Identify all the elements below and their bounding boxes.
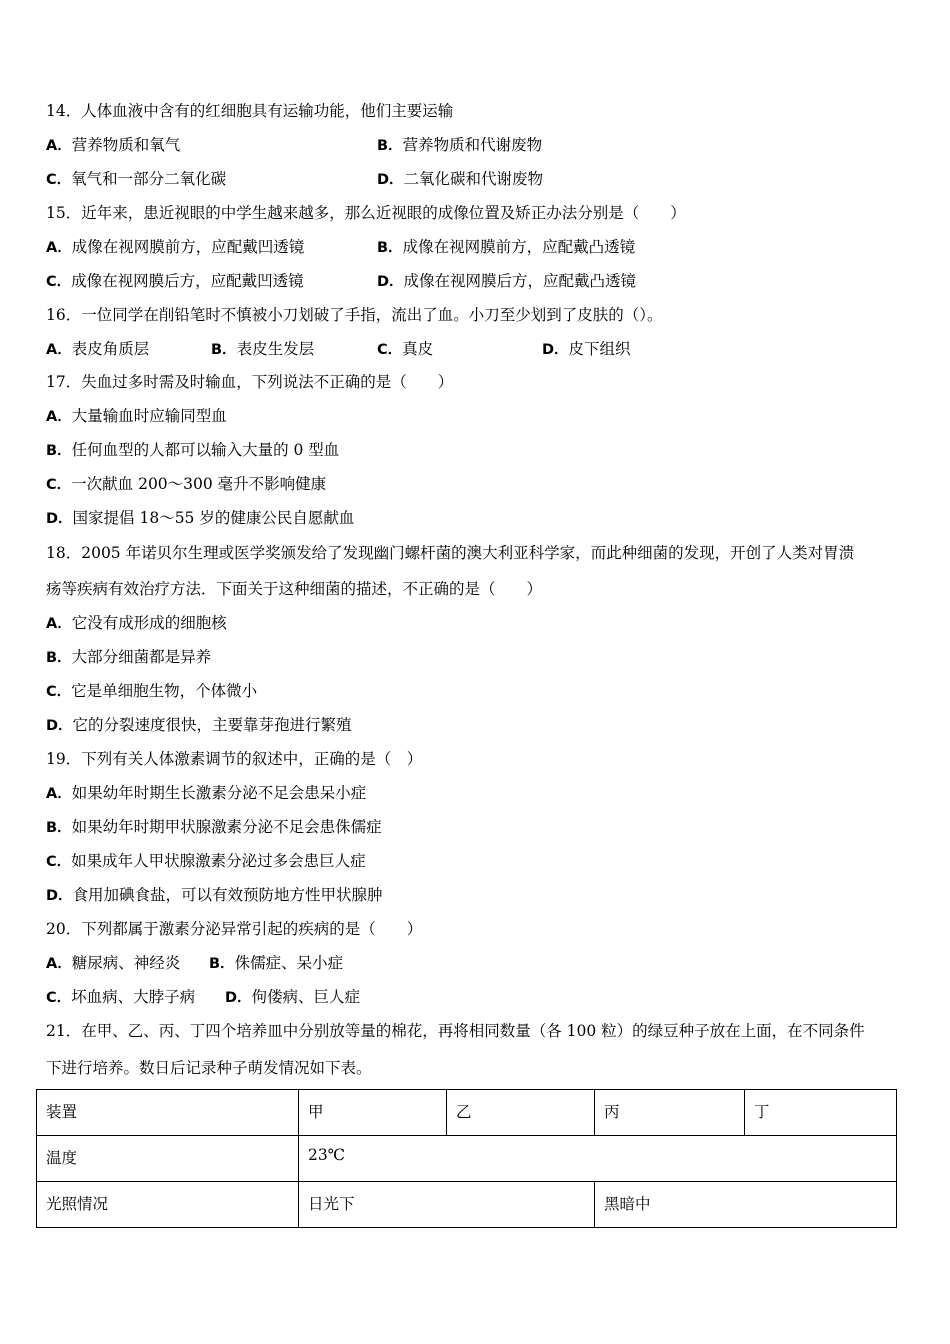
question-20-stem: 20．下列都属于激素分泌异常引起的疾病的是（ ） [46,920,423,938]
q20-option-d: D．佝偻病、巨人症 [225,988,361,1006]
table-cell: 温度 [37,1136,299,1182]
q17-option-d: D．国家提倡 18～55 岁的健康公民自愿献血 [46,509,355,527]
q17-option-b: B．任何血型的人都可以输入大量的 0 型血 [46,441,340,459]
q14-option-d: D．二氧化碳和代谢废物 [377,170,544,188]
table-row [37,1182,897,1228]
q15-option-b: B．成像在视网膜前方，应配戴凸透镜 [377,238,636,256]
q16-option-d: D．皮下组织 [542,340,631,358]
q15-option-d: D．成像在视网膜后方，应配戴凸透镜 [377,272,637,290]
question-19-stem: 19．下列有关人体激素调节的叙述中，正确的是（ ） [46,750,423,768]
question-16-stem: 16．一位同学在削铅笔时不慎被小刀划破了手指，流出了血。小刀至少划到了皮肤的（）。 [46,306,663,324]
q20-option-c: C．坏血病、大脖子病 [46,988,196,1006]
q20-option-a: A．糖尿病、神经炎 [46,954,181,972]
table-cell: 日光下 [299,1182,595,1228]
q19-option-c: C．如果成年人甲状腺激素分泌过多会患巨人症 [46,852,366,870]
question-21-stem: 21．在甲、乙、丙、丁四个培养皿中分别放等量的棉花，再将相同数量（各 100 粒）的绿豆种子放在上面，在不同条件 [46,1022,865,1040]
table-row [37,1136,897,1182]
question-18-stem: 18．2005 年诺贝尔生理或医学奖颁发给了发现幽门螺杆菌的澳大利亚科学家，而此种细菌的发现，开创了人类对胃溃 [46,544,855,562]
q18-option-c: C．它是单细胞生物，个体微小 [46,682,258,700]
table-cell: 丙 [595,1090,745,1136]
q20-option-b: B．侏儒症、呆小症 [209,954,344,972]
question-18-stem-cont: 疡等疾病有效治疗方法．下面关于这种细菌的描述，不正确的是（ ） [46,580,543,598]
q14-option-a: A．营养物质和氧气 [46,136,181,154]
q16-option-c: C．真皮 [377,340,434,358]
q18-option-d: D．它的分裂速度很快，主要靠芽孢进行繁殖 [46,716,352,734]
table-cell: 光照情况 [37,1182,299,1228]
q16-option-b: B．表皮生发层 [211,340,315,358]
q14-option-c: C．氧气和一部分二氧化碳 [46,170,227,188]
experiment-table [36,1089,897,1228]
question-21-stem-cont: 下进行培养。数日后记录种子萌发情况如下表。 [46,1059,372,1077]
q18-option-b: B．大部分细菌都是异养 [46,648,212,666]
question-17-stem: 17．失血过多时需及时输血，下列说法不正确的是（ ） [46,373,454,391]
q15-option-a: A．成像在视网膜前方，应配戴凹透镜 [46,238,305,256]
q17-option-c: C．一次献血 200～300 毫升不影响健康 [46,475,327,493]
q19-option-a: A．如果幼年时期生长激素分泌不足会患呆小症 [46,784,367,802]
q18-option-a: A．它没有成形成的细胞核 [46,614,227,632]
table-cell: 黑暗中 [595,1182,897,1228]
q19-option-d: D．食用加碘食盐，可以有效预防地方性甲状腺肿 [46,886,383,904]
question-15-stem: 15．近年来，患近视眼的中学生越来越多，那么近视眼的成像位置及矫正办法分别是（ ） [46,204,686,222]
q19-option-b: B．如果幼年时期甲状腺激素分泌不足会患侏儒症 [46,818,382,836]
table-row [37,1090,897,1136]
q14-option-b: B．营养物质和代谢废物 [377,136,543,154]
q17-option-a: A．大量输血时应输同型血 [46,407,227,425]
table-cell: 装置 [37,1090,299,1136]
question-14-stem: 14．人体血液中含有的红细胞具有运输功能，他们主要运输 [46,102,454,120]
table-cell: 丁 [745,1090,897,1136]
table-cell: 乙 [447,1090,595,1136]
table-cell: 甲 [299,1090,447,1136]
q15-option-c: C．成像在视网膜后方，应配戴凹透镜 [46,272,304,290]
table-cell: 23℃ [299,1136,897,1182]
q16-option-a: A．表皮角质层 [46,340,150,358]
